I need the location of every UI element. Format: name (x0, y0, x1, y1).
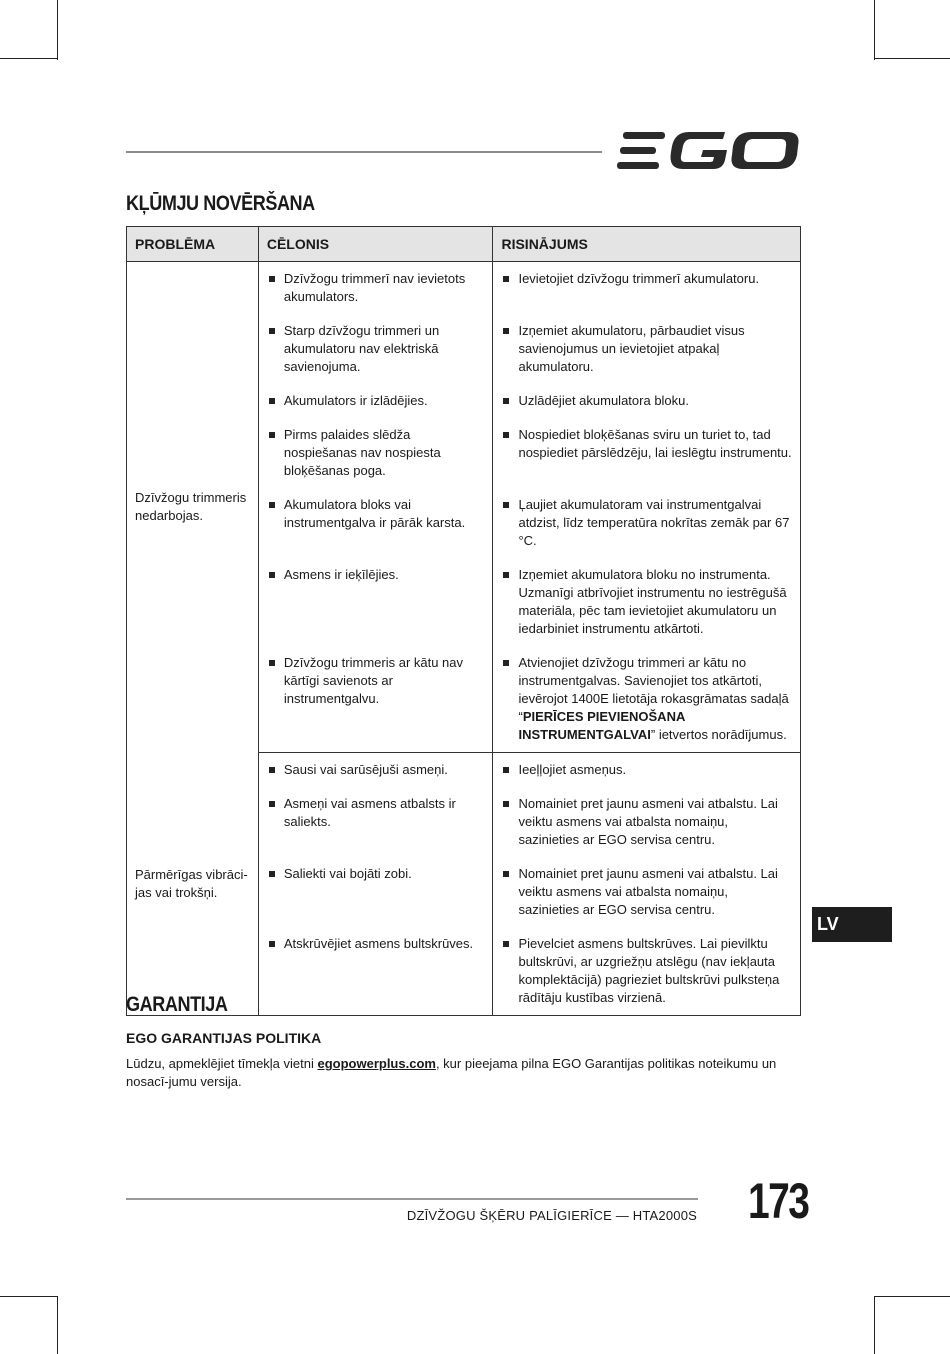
solution-item: Pievelciet asmens bultskrūves. Lai pievilktu bultskrūvi, ar uzgriežņu atslēgu (nav iekļauta komplektācijā) pagrieziet bultskrūvi pulksteņa rādītāju kustības virzienā. (493, 935, 800, 1007)
solution-cell (493, 927, 801, 1016)
crop-mark (874, 0, 875, 60)
footer-document-title: DZĪVŽOGU ŠĶĒRU PALĪGIERĪCE — HTA2000S (406, 1208, 697, 1223)
solution-text: Atvienojiet dzīvžogu trimmeri ar kātu no instrumentgalvas. Savienojiet tos atkārtoti, ievērojot 1400E lietotāja rokasgrāmatas sadaļā “ (518, 655, 789, 724)
solution-item: Izņemiet akumulatora bloku no instrumenta. Uzmanīgi atbrīvojiet instrumentu no iestrēgušā materiāla, pēc tam ievietojiet akumulatoru un iedarbiniet instrumentu atkārtoti. (493, 566, 800, 638)
warranty-website-link[interactable]: egopowerplus.com (317, 1056, 436, 1071)
cause-cell (258, 753, 493, 788)
solution-item (493, 654, 800, 744)
solution-cell (493, 787, 801, 857)
solution-cell (493, 314, 801, 384)
ego-logo (617, 128, 801, 174)
cause-cell (258, 262, 493, 315)
cause-item: Asmens ir ieķīlējies. (259, 566, 493, 584)
cause-item: Pirms palaides slēdža nospiešanas nav nospiesta bloķēšanas poga. (259, 426, 493, 480)
warranty-title: GARANTIJA (126, 993, 228, 1016)
cause-cell (258, 418, 493, 488)
cause-item: Sausi vai sarūsējuši asmeņi. (259, 761, 493, 779)
solution-item: Ļaujiet akumulatoram vai instrumentgalvai atdzist, līdz temperatūra nokrītas zemāk par 67 °C. (493, 496, 800, 550)
column-header-problem: PROBLĒMA (127, 227, 259, 262)
solution-item: Uzlādējiet akumulatora bloku. (493, 392, 800, 410)
cause-cell (258, 857, 493, 927)
cause-item: Saliekti vai bojāti zobi. (259, 865, 493, 883)
solution-item: Izņemiet akumulatoru, pārbaudiet visus savienojumus un ievietojiet atpakaļ akumulatoru. (493, 322, 800, 376)
cause-item: Akumulatora bloks vai instrumentgalva ir pārāk karsta. (259, 496, 493, 532)
warranty-text: Lūdzu, apmeklējiet tīmekļa vietni (126, 1056, 318, 1071)
solution-item: Ieeļļojiet asmeņus. (493, 761, 800, 779)
crop-mark (0, 58, 58, 59)
cause-item: Atskrūvējiet asmens bultskrūves. (259, 935, 493, 953)
troubleshooting-title: KĻŪMJU NOVĒRŠANA (126, 192, 315, 215)
cause-cell (258, 646, 493, 753)
table-row (127, 262, 801, 315)
warranty-text: , kur pieejama pilna EGO Garantijas politikas noteikumu un nosacī-jumu versija. (126, 1056, 777, 1089)
solution-cell (493, 753, 801, 788)
solution-cell (493, 384, 801, 418)
problem-text: Pārmērīgas vibrāci-jas vai trokšņi. (135, 866, 248, 900)
solution-item: Nospiediet bloķēšanas sviru un turiet to, tad nospiediet pārslēdzēju, lai ieslēgtu instrumentu. (493, 426, 800, 462)
solution-text: ” ietvertos norādījumus. (650, 727, 787, 742)
solution-cell (493, 488, 801, 558)
solution-item: Nomainiet pret jaunu asmeni vai atbalstu. Lai veiktu asmens vai atbalsta nomaiņu, sazinieties ar EGO servisa centru. (493, 795, 800, 849)
cause-item: Dzīvžogu trimmeris ar kātu nav kārtīgi savienots ar instrumentgalvu. (259, 654, 493, 708)
problem-cell (127, 262, 259, 753)
cause-cell (258, 488, 493, 558)
cause-cell (258, 927, 493, 1016)
problem-cell (127, 753, 259, 1016)
column-header-cause: CĒLONIS (258, 227, 493, 262)
cause-cell (258, 787, 493, 857)
table-header-row (127, 227, 801, 262)
header-rule (126, 151, 602, 153)
problem-text: Dzīvžogu trimmeris nedarbojas. (135, 490, 247, 524)
crop-mark (57, 1296, 58, 1354)
solution-cell (493, 857, 801, 927)
crop-mark (874, 1296, 875, 1354)
table-row (127, 753, 801, 788)
page-number: 173 (748, 1173, 809, 1229)
crop-mark (874, 1296, 950, 1297)
cause-item: Dzīvžogu trimmerī nav ievietots akumulators. (259, 270, 493, 306)
cause-item: Starp dzīvžogu trimmeri un akumulatoru nav elektriskā savienojuma. (259, 322, 493, 376)
solution-item: Nomainiet pret jaunu asmeni vai atbalstu. Lai veiktu asmens vai atbalsta nomaiņu, sazinieties ar EGO servisa centru. (493, 865, 800, 919)
cause-item: Akumulators ir izlādējies. (259, 392, 493, 410)
crop-mark (874, 58, 950, 59)
column-header-solution: RISINĀJUMS (493, 227, 801, 262)
solution-cell (493, 262, 801, 315)
solution-section-reference: PIERĪCES PIEVIENOŠANA INSTRUMENTGALVAI (518, 709, 685, 742)
cause-cell (258, 314, 493, 384)
troubleshooting-table (126, 226, 801, 1016)
crop-mark (57, 0, 58, 60)
solution-item: Ievietojiet dzīvžogu trimmerī akumulatoru. (493, 270, 800, 288)
language-tab: LV (812, 907, 892, 942)
solution-cell (493, 558, 801, 646)
solution-cell (493, 646, 801, 753)
crop-mark (0, 1296, 58, 1297)
footer-rule (126, 1198, 698, 1200)
solution-cell (493, 418, 801, 488)
cause-cell (258, 558, 493, 646)
cause-cell (258, 384, 493, 418)
warranty-paragraph (126, 1055, 796, 1091)
cause-item: Asmeņi vai asmens atbalsts ir saliekts. (259, 795, 493, 831)
warranty-subtitle: EGO GARANTIJAS POLITIKA (126, 1030, 322, 1046)
